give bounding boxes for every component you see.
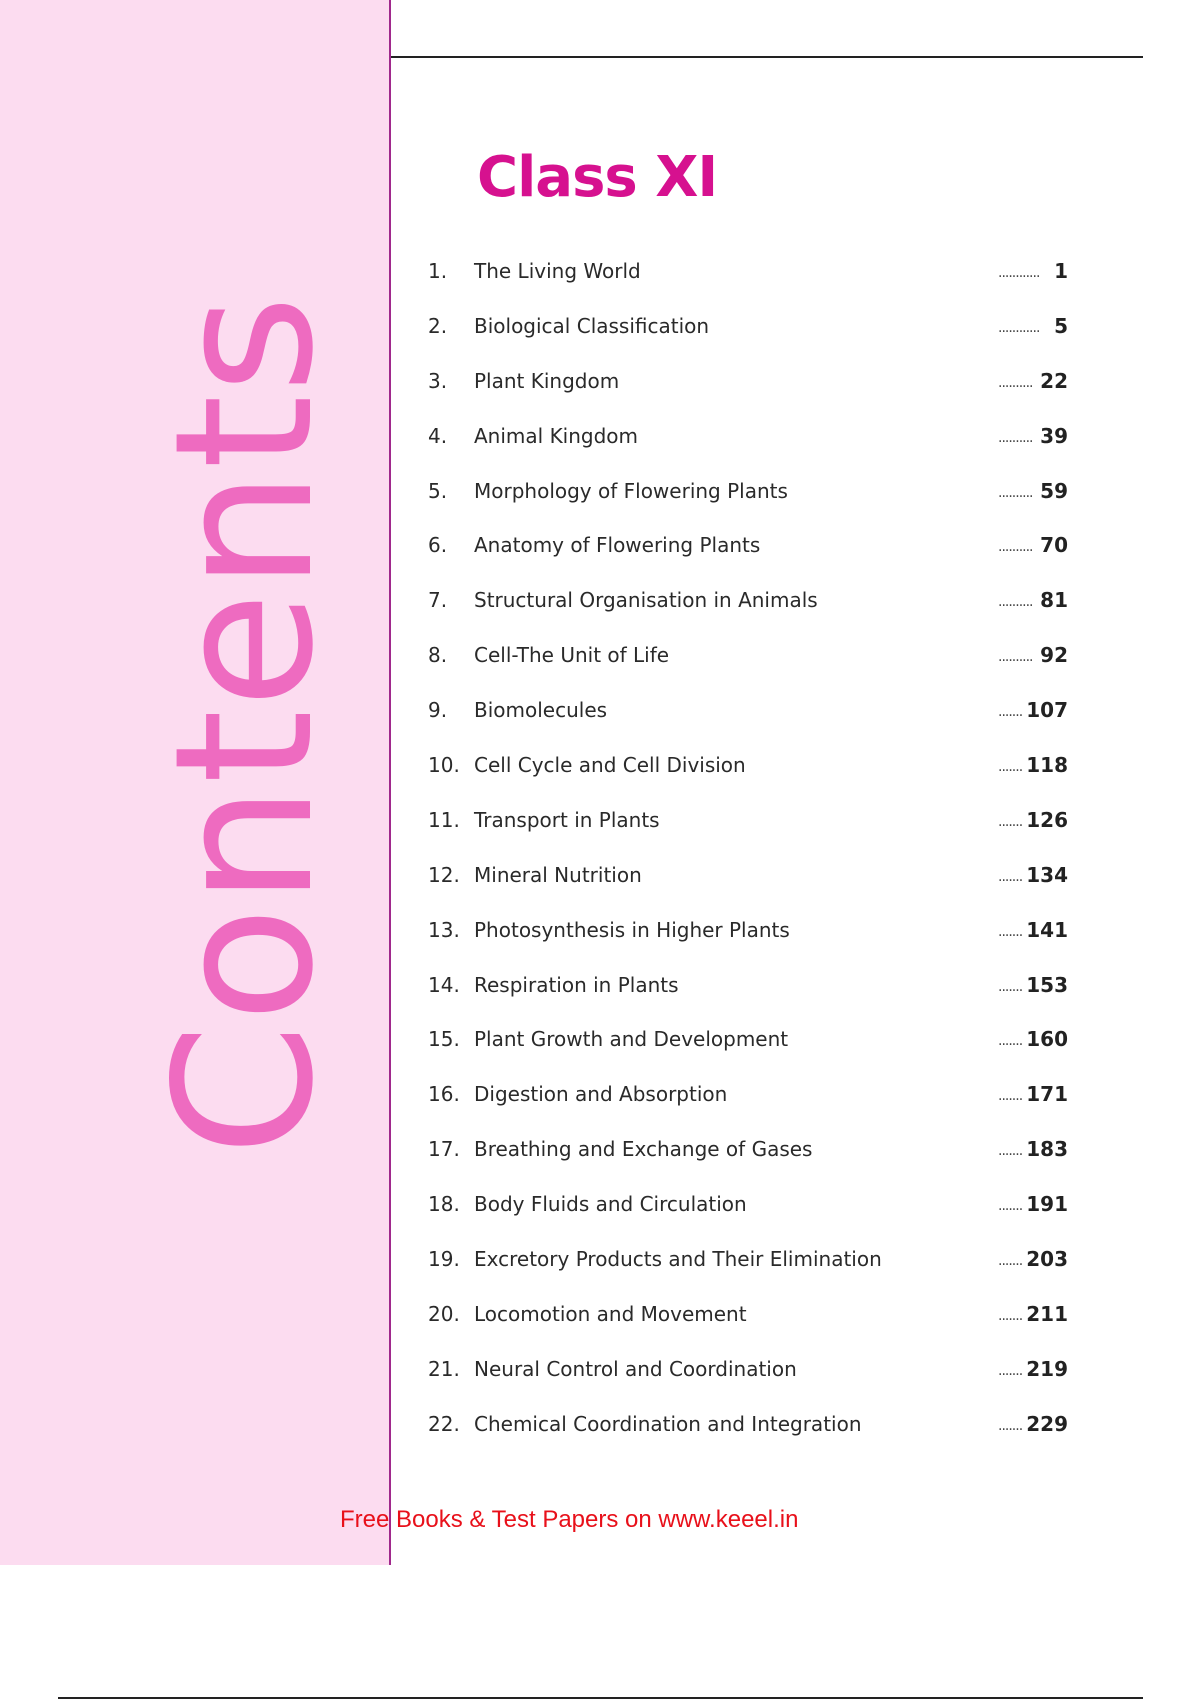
chapter-number: 15.: [428, 1027, 460, 1052]
page-number: 92: [1040, 643, 1068, 668]
table-of-contents: [0, 259, 1200, 1479]
chapter-number: 21.: [428, 1356, 460, 1381]
toc-entry[interactable]: [0, 1411, 1200, 1479]
dot-leader: ..........: [998, 539, 1033, 556]
chapter-number: 7.: [428, 588, 448, 613]
chapter-number: 19.: [428, 1247, 460, 1272]
dot-leader: .......: [998, 759, 1023, 776]
chapter-number: 8.: [428, 643, 448, 668]
page-number: 1: [1054, 259, 1068, 283]
chapter-title: Plant Kingdom: [474, 368, 620, 393]
chapter-title: Plant Growth and Development: [474, 1027, 789, 1052]
page-number: 107: [1026, 698, 1068, 723]
chapter-title: Structural Organisation in Animals: [474, 588, 818, 613]
chapter-number: 9.: [428, 698, 448, 723]
chapter-number: 5.: [428, 478, 448, 503]
chapter-title: Breathing and Exchange of Gases: [474, 1137, 813, 1162]
chapter-title: Morphology of Flowering Plants: [474, 478, 788, 503]
chapter-title: Animal Kingdom: [474, 423, 639, 448]
chapter-number: 10.: [428, 753, 460, 778]
class-heading: Class XI: [477, 145, 718, 210]
chapter-number: 1.: [428, 259, 448, 283]
page-number: 203: [1026, 1247, 1068, 1272]
chapter-title: Anatomy of Flowering Plants: [474, 533, 761, 558]
contents-vertical-label: Contents: [134, 293, 355, 1157]
chapter-number: 20.: [428, 1301, 460, 1326]
dot-leader: ..........: [998, 594, 1033, 611]
dot-leader: ............: [998, 319, 1040, 336]
page-number: 219: [1026, 1356, 1068, 1381]
page-number: 141: [1026, 917, 1068, 942]
chapter-title: Cell-The Unit of Life: [474, 643, 670, 668]
dot-leader: ..........: [998, 374, 1033, 391]
chapter-number: 22.: [428, 1411, 460, 1436]
chapter-number: 12.: [428, 862, 460, 887]
chapter-number: 17.: [428, 1137, 460, 1162]
page-number: 191: [1026, 1192, 1068, 1217]
page-number: 118: [1026, 753, 1068, 778]
dot-leader: .......: [998, 1198, 1023, 1215]
bottom-rule: [58, 1697, 1143, 1699]
dot-leader: .......: [998, 1253, 1023, 1270]
chapter-title: Locomotion and Movement: [474, 1301, 747, 1326]
chapter-number: 18.: [428, 1192, 460, 1217]
chapter-title: Digestion and Absorption: [474, 1082, 728, 1107]
dot-leader: .......: [998, 978, 1023, 995]
page-number: 183: [1026, 1137, 1068, 1162]
dot-leader: ............: [998, 265, 1040, 281]
page-number: 160: [1026, 1027, 1068, 1052]
chapter-number: 11.: [428, 807, 460, 832]
page-number: 39: [1040, 423, 1068, 448]
dot-leader: ..........: [998, 484, 1033, 501]
footer-website-link[interactable]: Free Books & Test Papers on www.keeel.in: [340, 1506, 799, 1533]
dot-leader: .......: [998, 1417, 1023, 1434]
chapter-title: Photosynthesis in Higher Plants: [474, 917, 790, 942]
page-number: 81: [1040, 588, 1068, 613]
top-rule: [391, 56, 1143, 58]
chapter-title: Biomolecules: [474, 698, 608, 723]
page-number: 22: [1040, 368, 1068, 393]
dot-leader: .......: [998, 1143, 1023, 1160]
chapter-title: Transport in Plants: [474, 807, 660, 832]
chapter-title: Neural Control and Coordination: [474, 1356, 797, 1381]
dot-leader: ..........: [998, 429, 1033, 446]
chapter-title: Respiration in Plants: [474, 972, 679, 997]
chapter-number: 2.: [428, 313, 448, 338]
dot-leader: .......: [998, 1307, 1023, 1324]
chapter-number: 4.: [428, 423, 448, 448]
page-number: 70: [1040, 533, 1068, 558]
chapter-number: 14.: [428, 972, 460, 997]
page-number: 134: [1026, 862, 1068, 887]
dot-leader: ..........: [998, 649, 1033, 666]
chapter-title: Biological Classification: [474, 313, 710, 338]
page-number: 126: [1026, 807, 1068, 832]
chapter-title: Cell Cycle and Cell Division: [474, 753, 746, 778]
chapter-number: 3.: [428, 368, 448, 393]
dot-leader: .......: [998, 868, 1023, 885]
page-number: 59: [1040, 478, 1068, 503]
chapter-number: 13.: [428, 917, 460, 942]
chapter-number: 6.: [428, 533, 448, 558]
chapter-title: Body Fluids and Circulation: [474, 1192, 747, 1217]
dot-leader: .......: [998, 1088, 1023, 1105]
page-number: 211: [1026, 1301, 1068, 1326]
chapter-number: 16.: [428, 1082, 460, 1107]
chapter-title: Excretory Products and Their Elimination: [474, 1247, 882, 1272]
dot-leader: .......: [998, 704, 1023, 721]
page-number: 153: [1026, 972, 1068, 997]
page-number: 229: [1026, 1411, 1068, 1436]
chapter-title: Mineral Nutrition: [474, 862, 642, 887]
dot-leader: .......: [998, 1033, 1023, 1050]
page-number: 171: [1026, 1082, 1068, 1107]
chapter-title: Chemical Coordination and Integration: [474, 1411, 862, 1436]
dot-leader: .......: [998, 1362, 1023, 1379]
dot-leader: .......: [998, 813, 1023, 830]
dot-leader: .......: [998, 923, 1023, 940]
page-number: 5: [1054, 313, 1068, 338]
chapter-title: The Living World: [474, 259, 641, 283]
